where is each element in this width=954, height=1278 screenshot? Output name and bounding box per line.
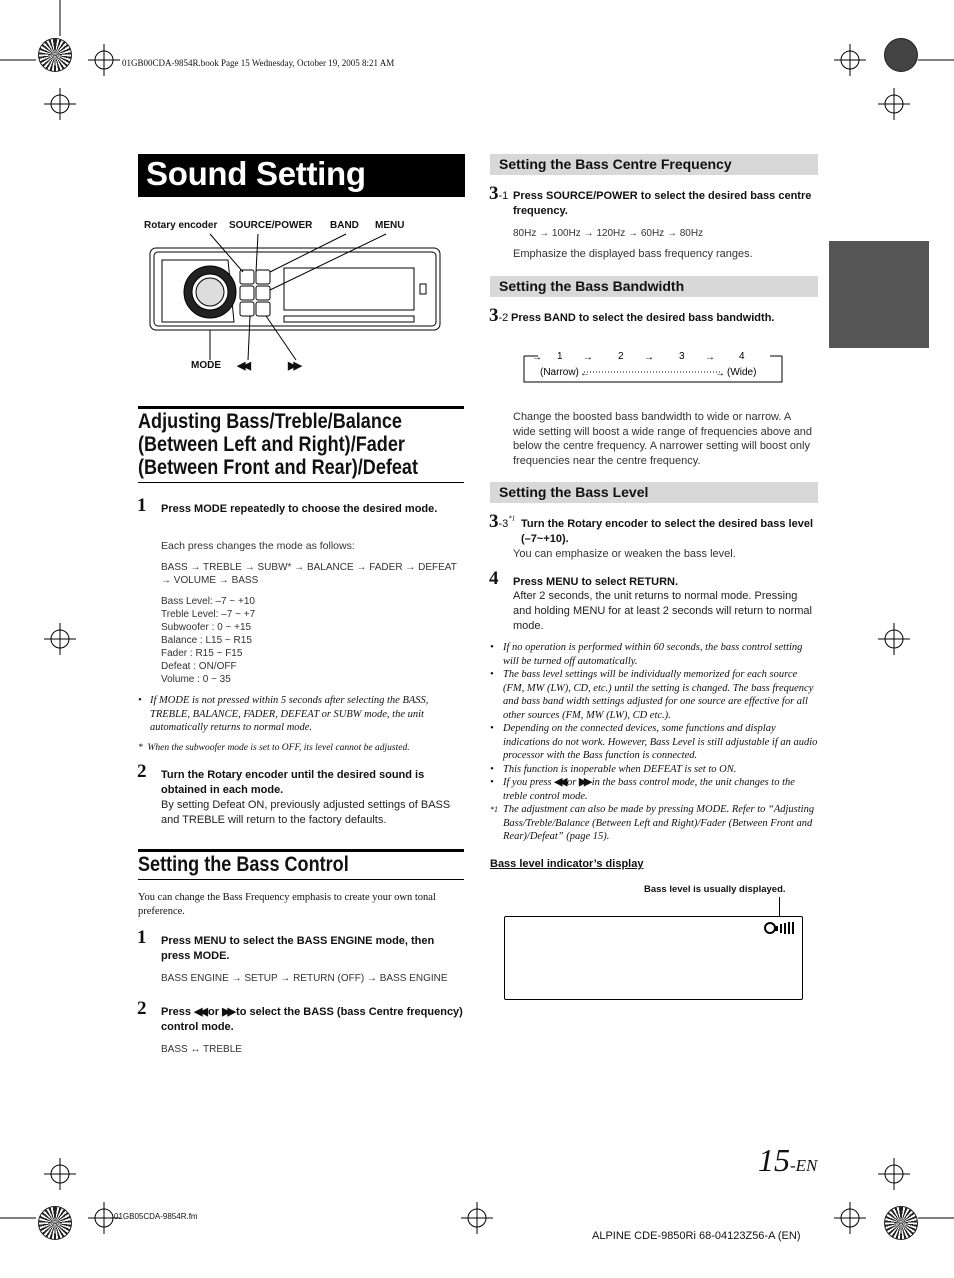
section-tab bbox=[829, 241, 929, 348]
label-source-power: SOURCE/POWER bbox=[229, 220, 313, 231]
level-bullet: • Depending on the connected devices, some functions and display indications do not work. However, Bass Level is still adjustable if an audio processor with the Bass function is connected. bbox=[490, 723, 818, 761]
level-step4: Press MENU to select RETURN. bbox=[513, 576, 679, 588]
rule-bass-control-top bbox=[138, 849, 464, 852]
bandwidth-value-1: 1 bbox=[557, 351, 563, 362]
bandwidth-narrow: (Narrow) bbox=[540, 367, 579, 378]
level-heading: Setting the Bass Level bbox=[490, 482, 818, 503]
level-bullet: • This function is inoperable when DEFEAT is set to ON. bbox=[490, 763, 737, 775]
level-step4-body: After 2 seconds, the unit returns to normal mode. Pressing and holding MENU for at least 2 seconds will return to normal mode. bbox=[513, 590, 812, 632]
range-item: Balance : L15 ~ R15 bbox=[161, 635, 252, 646]
svg-text:→: → bbox=[715, 368, 725, 379]
prev-icon: ◀◀ bbox=[554, 776, 565, 788]
bass-step2-flow: BASS ↔ TREBLE bbox=[161, 1044, 242, 1055]
bandwidth-heading: Setting the Bass Bandwidth bbox=[490, 276, 818, 297]
indicator-leader bbox=[779, 897, 780, 917]
svg-text:→: → bbox=[644, 352, 654, 363]
page-number: 15-EN bbox=[758, 1142, 818, 1178]
level-bullet: • If no operation is performed within 60 seconds, the bass control setting will be turned off automatically. bbox=[490, 642, 803, 667]
adjust-range-list bbox=[161, 595, 255, 686]
adjust-step1-number: 1 bbox=[137, 495, 147, 516]
indicator-title: Bass level indicator’s display bbox=[490, 858, 644, 870]
menu-key: MENU bbox=[194, 935, 227, 947]
bass-step1-flow: BASS ENGINE → SETUP → RETURN (OFF) → BASS ENGINE bbox=[161, 973, 448, 984]
next-icon: ▶▶ bbox=[222, 1006, 233, 1018]
adjust-step2-body: By setting Defeat ON, previously adjusted settings of BASS and TREBLE will return to the factory defaults. bbox=[161, 799, 451, 826]
adjust-step1-note: Each press changes the mode as follows: bbox=[161, 540, 355, 552]
bandwidth-step-number: 3-2 bbox=[489, 305, 509, 326]
next-icon: ▶▶ bbox=[578, 776, 590, 788]
rule-adjust-bottom bbox=[138, 482, 464, 483]
mode-key: MODE bbox=[194, 503, 228, 515]
level-step-number: 3-3$^{*1}$ bbox=[489, 511, 516, 532]
centre-freq-step: Press SOURCE/POWER to select the desired bass centre frequency. bbox=[513, 190, 812, 217]
centre-freq-step-number: 3-1 bbox=[489, 183, 509, 204]
adjust-step2-number: 2 bbox=[137, 761, 147, 782]
level-step: Turn the Rotary encoder to select the desired bass level (–7~+10). bbox=[521, 518, 814, 545]
display-panel bbox=[504, 916, 803, 1000]
next-icon: ▶▶ bbox=[288, 360, 299, 372]
registration-mark-top-right bbox=[884, 38, 918, 72]
range-item: Volume : 0 ~ 35 bbox=[161, 674, 231, 685]
bandwidth-value-3: 3 bbox=[679, 351, 685, 362]
bandwidth-step: Press BAND to select the desired bass bandwidth. bbox=[511, 312, 775, 324]
band-key: BAND bbox=[544, 312, 576, 324]
range-item: Bass Level: –7 ~ +10 bbox=[161, 596, 255, 607]
bandwidth-note: Change the boosted bass bandwidth to wide or narrow. A wide setting will boost a wide range of frequencies above and below the centre frequency. A narrower setting will boost only frequencies near the centre frequency. bbox=[513, 411, 813, 467]
label-mode: MODE bbox=[191, 360, 221, 371]
footer-file: 01GB05CDA-9854R.fm bbox=[114, 1212, 198, 1221]
svg-text:→: → bbox=[705, 352, 715, 363]
range-item: Defeat : ON/OFF bbox=[161, 661, 237, 672]
centre-freq-note: Emphasize the displayed bass frequency ranges. bbox=[513, 248, 753, 260]
adjust-step2: Turn the Rotary encoder until the desired sound is obtained in each mode. bbox=[161, 769, 425, 796]
adjust-heading: Adjusting Bass/Treble/Balance (Between Left and Right)/Fader (Between Front and Rear)/Defeat bbox=[138, 410, 418, 479]
bass-step1-number: 1 bbox=[137, 927, 147, 948]
label-menu: MENU bbox=[375, 220, 405, 231]
adjust-mode-cycle: BASS → TREBLE → SUBW* → BALANCE → FADER → DEFEAT → VOLUME → BASS bbox=[161, 562, 457, 586]
source-power-key: SOURCE/POWER bbox=[546, 190, 638, 202]
rule-adjust-top bbox=[138, 406, 464, 409]
bass-step1: Press MENU to select the BASS ENGINE mode, then press MODE. bbox=[161, 935, 435, 962]
level-step-body: You can emphasize or weaken the bass level. bbox=[513, 548, 736, 560]
bass-step2: Press ◀◀ or ▶▶ to select the BASS (bass Centre frequency) control mode. bbox=[161, 1006, 463, 1033]
adjust-bullet: • If MODE is not pressed within 5 seconds after selecting the BASS, TREBLE, BALANCE, FADER, DEFEAT or SUBW mode, the unit automatically returns to normal mode. bbox=[138, 695, 429, 733]
level-bullets bbox=[490, 641, 818, 844]
level-bullet: • If you press ◀◀ or ▶▶ in the bass control mode, the unit changes to the treble control mode. bbox=[490, 776, 795, 802]
range-item: Subwoofer : 0 ~ +15 bbox=[161, 622, 252, 633]
bandwidth-wide: (Wide) bbox=[727, 367, 757, 378]
footer-model: ALPINE CDE-9850Ri 68-04123Z56-A (EN) bbox=[592, 1230, 801, 1242]
menu-key: MENU bbox=[546, 576, 579, 588]
prev-icon: ◀◀ bbox=[194, 1006, 205, 1018]
adjust-step1: Press MODE repeatedly to choose the desired mode. bbox=[161, 503, 438, 515]
rotary-key: Rotary encoder bbox=[567, 518, 648, 530]
bass-control-heading: Setting the Bass Control bbox=[138, 853, 349, 876]
svg-text:←: ← bbox=[580, 368, 590, 379]
svg-text:→: → bbox=[532, 352, 542, 363]
label-band: BAND bbox=[330, 220, 359, 231]
level-bullet: • The bass level settings will be individually memorized for each source (FM, MW (LW), CD, etc.) until the setting is changed. The bass frequency and bass band width settings adjusted for one source are effective for all other sources (FM, MW (LW), CD etc.). bbox=[490, 669, 814, 721]
header-line: 01GB00CDA-9854R.book Page 15 Wednesday, October 19, 2005 8:21 AM bbox=[122, 58, 395, 68]
centre-freq-heading: Setting the Bass Centre Frequency bbox=[490, 154, 818, 175]
rotary-key: Rotary encoder bbox=[207, 769, 288, 781]
centre-freq-flow: 80Hz → 100Hz → 120Hz → 60Hz → 80Hz bbox=[513, 228, 704, 239]
registration-mark-bottom-left bbox=[38, 1206, 72, 1240]
bass-step2-number: 2 bbox=[137, 998, 147, 1019]
bandwidth-value-4: 4 bbox=[739, 351, 745, 362]
bass-level-icon bbox=[763, 920, 799, 936]
indicator-caption: Bass level is usually displayed. bbox=[644, 884, 786, 895]
registration-mark-bottom-right bbox=[884, 1206, 918, 1240]
level-note: *1 The adjustment can also be made by pressing MODE. Refer to “Adjusting Bass/Treble/Balance (Between Left and Right)/Fader (Between Front and Rear)/Defeat” (page 15). bbox=[490, 804, 815, 842]
page-title: Sound Setting bbox=[138, 154, 465, 197]
adjust-footnote: * When the subwoofer mode is set to OFF, its level cannot be adjusted. bbox=[138, 743, 410, 753]
head-unit-diagram bbox=[148, 232, 448, 367]
rule-bass-control-bottom bbox=[138, 879, 464, 880]
svg-text:→: → bbox=[583, 352, 593, 363]
level-step4-number: 4 bbox=[489, 568, 499, 589]
prev-icon: ◀◀ bbox=[237, 360, 248, 372]
bass-control-intro: You can change the Bass Frequency emphasis to create your own tonal preference. bbox=[138, 892, 436, 917]
range-item: Fader : R15 ~ F15 bbox=[161, 648, 243, 659]
bandwidth-value-2: 2 bbox=[618, 351, 624, 362]
range-item: Treble Level: –7 ~ +7 bbox=[161, 609, 256, 620]
mode-key: MODE bbox=[193, 950, 227, 962]
label-rotary-encoder: Rotary encoder bbox=[144, 220, 218, 231]
